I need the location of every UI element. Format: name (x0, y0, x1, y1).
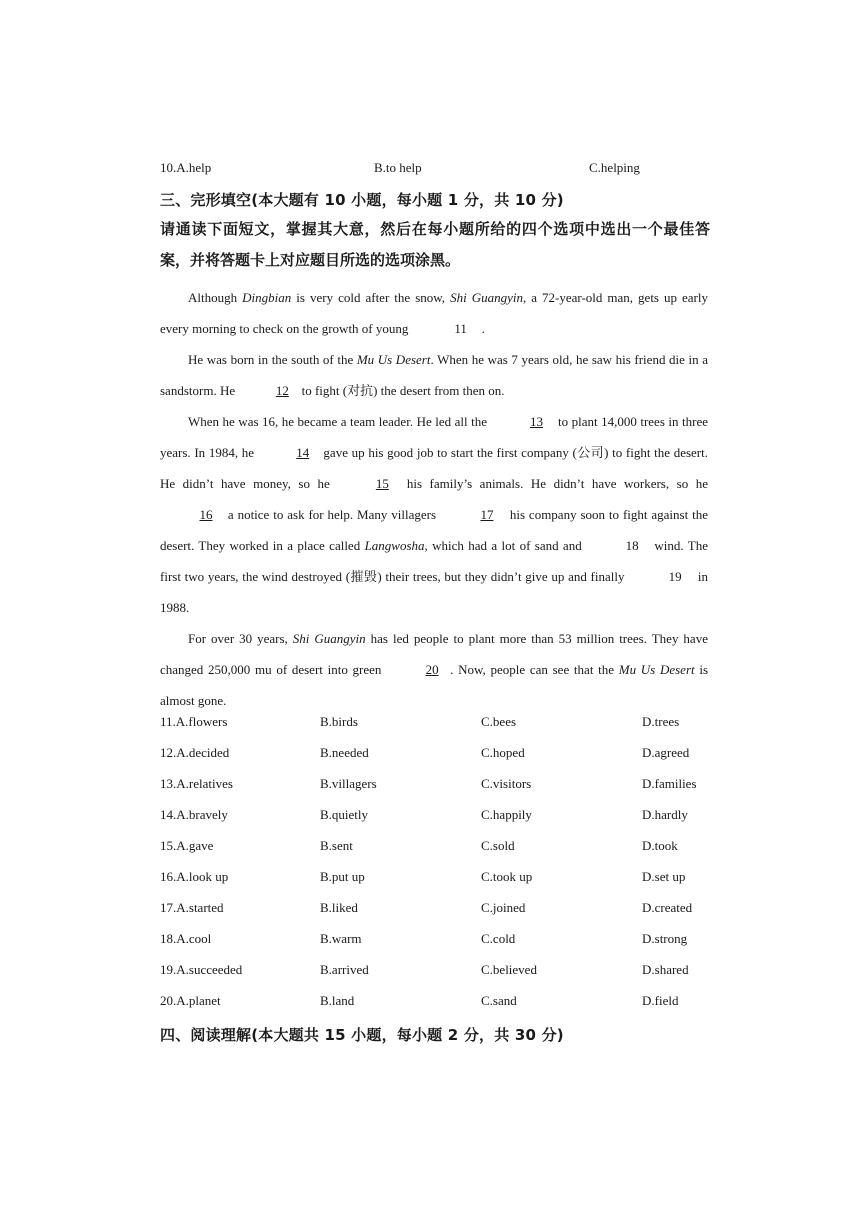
blank-12: 12 (275, 383, 289, 398)
option-b: B.put up (320, 869, 365, 884)
blank-19: 19 (668, 569, 682, 584)
option-c: C.bees (481, 714, 517, 729)
options-row (160, 993, 720, 1024)
option-b: B.sent (320, 838, 353, 853)
option-b: B.warm (320, 931, 362, 946)
cloze-passage (160, 282, 708, 716)
option-b: B.villagers (320, 776, 377, 791)
option-d: D.agreed (642, 745, 690, 760)
option-d: D.trees (642, 714, 680, 729)
option-b: B.needed (320, 745, 369, 760)
option-c: C.sold (481, 838, 515, 853)
option-b: B.birds (320, 714, 358, 729)
option-b: B.land (320, 993, 355, 1008)
option-b: B.liked (320, 900, 358, 915)
option-a: 19.A.succeeded (160, 962, 243, 977)
option-c: C.happily (481, 807, 532, 822)
option-a: 18.A.cool (160, 931, 212, 946)
option-a: 17.A.started (160, 900, 224, 915)
cloze-options (160, 714, 720, 1024)
options-row (160, 931, 720, 962)
options-row (160, 714, 720, 745)
option-b: B.arrived (320, 962, 369, 977)
options-row (160, 745, 720, 776)
section-3-title: 三、完形填空(本大题有 10 小题，每小题 1 分，共 10 分) (160, 191, 564, 209)
section-3-instruction: 请通读下面短文，掌握其大意，然后在每小题所给的四个选项中选出一个最佳答案，并将答题卡上对应题目所选的选项涂黑。 (160, 220, 710, 269)
options-row (160, 962, 720, 993)
paragraph-2: He was born in the south of the Mu Us Desert. When he was 7 years old, he saw his friend die in a sandstorm. He 12 to fight (对抗) the desert from then on. (160, 344, 708, 406)
option-10-b: B.to help (374, 160, 422, 175)
option-a: 16.A.look up (160, 869, 229, 884)
blank-11: 11 (454, 321, 467, 336)
options-row (160, 900, 720, 931)
blank-18: 18 (625, 538, 639, 553)
option-c: C.took up (481, 869, 533, 884)
option-d: D.shared (642, 962, 689, 977)
option-d: D.families (642, 776, 697, 791)
option-10-a: 10.A.help (160, 160, 212, 175)
option-d: D.field (642, 993, 679, 1008)
option-c: C.joined (481, 900, 526, 915)
blank-17: 17 (480, 507, 494, 522)
section-4-title: 四、阅读理解(本大题共 15 小题，每小题 2 分，共 30 分) (160, 1026, 564, 1044)
options-row (160, 776, 720, 807)
options-row (160, 838, 720, 869)
option-a: 13.A.relatives (160, 776, 233, 791)
blank-13: 13 (529, 414, 543, 429)
option-d: D.hardly (642, 807, 688, 822)
options-row (160, 869, 720, 900)
option-b: B.quietly (320, 807, 369, 822)
blank-20: 20 (425, 662, 439, 677)
options-row (160, 807, 720, 838)
option-d: D.took (642, 838, 678, 853)
option-a: 20.A.planet (160, 993, 221, 1008)
blank-15: 15 (375, 476, 389, 491)
paragraph-4: For over 30 years, Shi Guangyin has led people to plant more than 53 million trees. They have changed 250,000 mu of desert into green 20 . Now, people can see that the Mu Us Desert is almost gone. (160, 631, 709, 708)
option-c: C.visitors (481, 776, 532, 791)
paragraph-3: When he was 16, he became a team leader. He led all the 13 to plant 14,000 trees in three years. In 1984, he 14 gave up his good job to start the first company (公司) to fight the desert. He didn’t have money, so he 15 his family’s animals. He didn’t have workers, so he 16 a notice to ask for help. Many villagers 17 his company soon to fight against the desert. They worked in a place called Langwosha, which had a lot of sand and 18 wind. The first two years, the wind destroyed (摧毁) their trees, but they didn’t give up and finally 19 in 1988. (160, 406, 708, 623)
option-c: C.believed (481, 962, 537, 977)
option-10-c: C.helping (589, 160, 640, 175)
option-a: 15.A.gave (160, 838, 214, 853)
option-d: D.strong (642, 931, 688, 946)
option-c: C.hoped (481, 745, 525, 760)
blank-14: 14 (296, 445, 310, 460)
paragraph-1: Although Dingbian is very cold after the snow, Shi Guangyin, a 72-year-old man, gets up early every morning to check on the growth of young 11 . (160, 282, 708, 344)
option-d: D.created (642, 900, 693, 915)
option-a: 11.A.flowers (160, 714, 228, 729)
option-d: D.set up (642, 869, 686, 884)
option-c: C.cold (481, 931, 516, 946)
option-a: 14.A.bravely (160, 807, 228, 822)
option-c: C.sand (481, 993, 517, 1008)
option-a: 12.A.decided (160, 745, 230, 760)
blank-16: 16 (199, 507, 213, 522)
